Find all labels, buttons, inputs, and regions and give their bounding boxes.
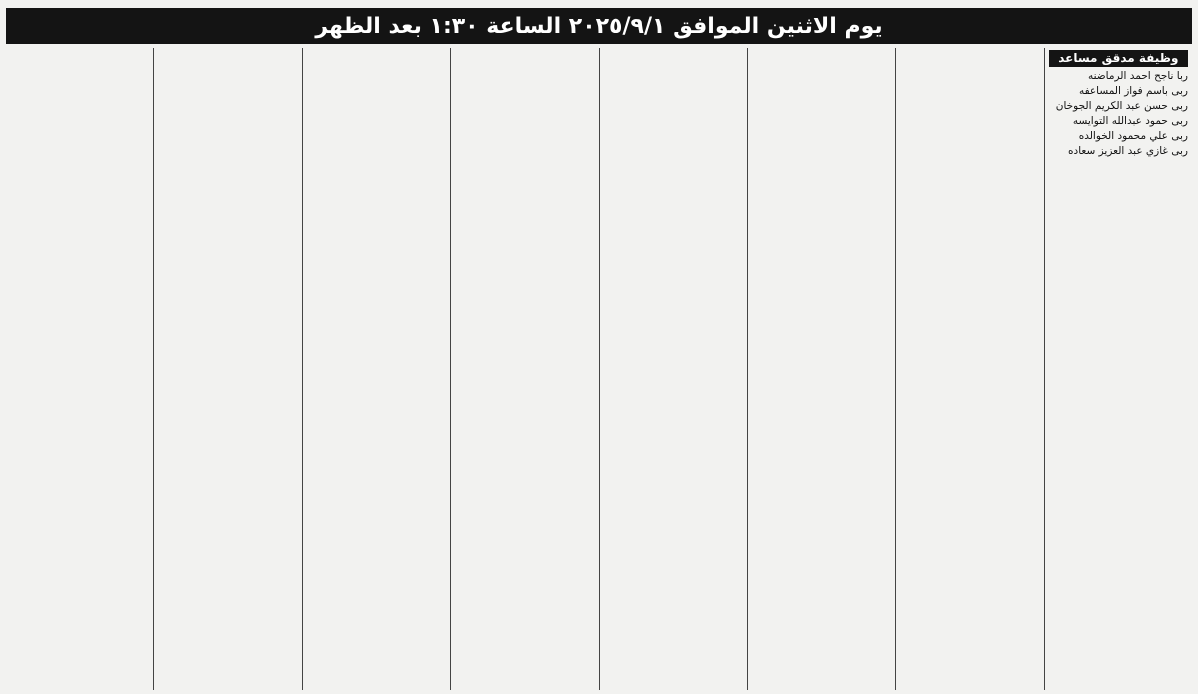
section-title: وظيفة مدقق مساعد <box>1049 50 1188 67</box>
names-column <box>153 48 301 690</box>
name-entry: ربى علي محمود الخوالده <box>1078 130 1188 143</box>
names-column <box>747 48 895 690</box>
names-column <box>6 48 153 690</box>
names-column <box>450 48 598 690</box>
name-entry: ربا ناجح احمد الرماضنه <box>1087 70 1188 82</box>
names-column <box>302 48 450 690</box>
names-column <box>1044 48 1192 690</box>
name-entry: ربى حسن عبد الكريم الجوخان <box>1055 100 1188 113</box>
names-grid <box>6 48 1192 690</box>
name-entry: ربى حمود عبدالله التوايسه <box>1072 115 1188 128</box>
name-entry: ربى باسم فواز المساعفه <box>1078 85 1188 98</box>
header-banner: يوم الاثنين الموافق ٢٠٢٥/٩/١ الساعة ١:٣٠ بعد الظهر <box>6 8 1192 44</box>
name-entry: ربى غازي عبد العزيز سعاده <box>1068 145 1188 158</box>
names-column <box>599 48 747 690</box>
names-column <box>895 48 1043 690</box>
